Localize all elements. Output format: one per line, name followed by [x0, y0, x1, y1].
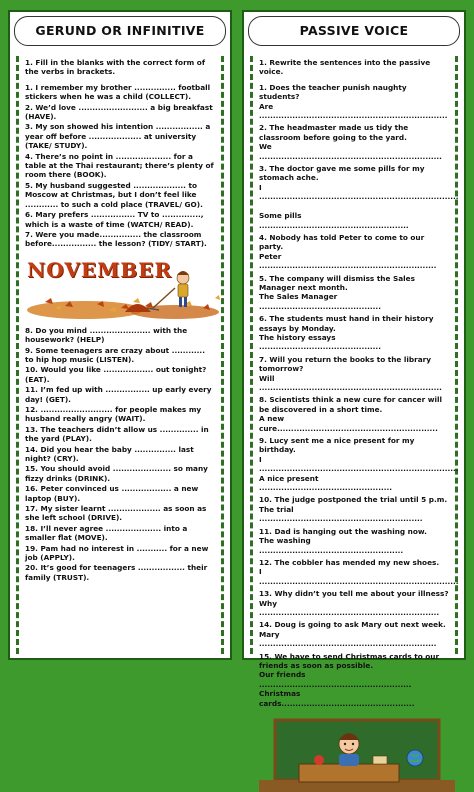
passive-question: 2. The headmaster made us tidy the classroom before going to the yard. — [259, 123, 409, 142]
right-instruction: 1. Rewrite the sentences into the passive voice. — [259, 58, 431, 77]
passive-question: 4. Nobody has told Peter to come to our party. — [259, 232, 425, 252]
left-items-part1 — [25, 83, 215, 249]
left-items-part2 — [25, 326, 215, 583]
gerund-infinitive-column — [8, 10, 232, 660]
passive-question: 5. The company will dismiss the Sales Manager next month. — [259, 273, 415, 292]
passive-question: 11. Dad is hanging out the washing now. — [259, 526, 427, 536]
november-title: NOVEMBER — [27, 257, 173, 282]
passive-question: 14. Doug is going to ask Mary out next week. — [259, 620, 446, 630]
answer-line[interactable]: I ........................................................................ A nice present ................................................ — [259, 454, 459, 493]
answer-line[interactable]: Peter ................................................................ — [259, 251, 437, 271]
exercise-item: 12. .......................... for people makes my husband really angry (WAIT). — [25, 404, 202, 424]
exercise-item: 9. Some teenagers are crazy about ............ to hip hop music (LISTEN). — [25, 345, 205, 364]
exercise-item: 2. We’d love ......................... a big breakfast (HAVE). — [25, 102, 213, 122]
classroom-illustration — [259, 714, 449, 792]
answer-line[interactable]: Are .................................................................... — [259, 101, 448, 121]
exercise-item: 6. Mary prefers ................ TV to .............., which is a waste of time (WATCH/ READ). — [25, 210, 204, 229]
answer-line[interactable]: I ........................................................................ Some pills ...................................................... — [259, 182, 459, 230]
passive-question: 6. The students must hand in their history essays by Monday. — [259, 314, 434, 333]
exercise-item: 19. Pam had no interest in ........... for a new job (APPLY). — [25, 543, 209, 563]
left-header: GERUND OR INFINITIVE — [14, 16, 226, 46]
answer-line[interactable]: A new cure.......................................................... — [259, 414, 438, 433]
passive-question: 1. Does the teacher punish naughty students? — [259, 82, 407, 102]
right-items — [259, 82, 459, 708]
answer-line[interactable]: Our friends ....................................................... Christmas cards................................................ — [259, 670, 415, 708]
teacher-at-desk-illustration — [259, 714, 455, 792]
passive-question: 3. The doctor gave me some pills for my stomach ache. — [259, 164, 425, 183]
answer-line[interactable]: The washing .................................................... — [259, 536, 404, 555]
left-body — [16, 56, 224, 654]
exercise-item: 1. I remember my brother ............... football stickers when he was a child (COLLECT). — [25, 82, 211, 102]
passive-question: 7. Will you return the books to the library tomorrow? — [259, 354, 432, 374]
passive-question: 10. The judge postponed the trial until 5 p.m. — [259, 495, 448, 505]
exercise-item: 17. My sister learnt ................... as soon as she left school (DRIVE). — [25, 504, 207, 523]
passive-question: 8. Scientists think a new cure for cancer will be discovered in a short time. — [259, 395, 443, 414]
answer-line[interactable]: The Sales Manager ............................................ — [259, 292, 381, 311]
answer-line[interactable]: We .................................................................. — [259, 142, 442, 161]
passive-voice-column — [242, 10, 466, 708]
answer-line[interactable]: The trial ........................................................... — [259, 504, 423, 524]
exercise-item: 4. There’s no point in .................... for a table at the Thai restaurant; there’s plenty of room there (BOOK). — [25, 151, 214, 180]
exercise-item: 18. I’ll never agree .................... into a smaller flat (MOVE). — [25, 523, 188, 543]
answer-line[interactable]: Mary ................................................................ — [259, 629, 437, 649]
exercise-item: 3. My son showed his intention ................. a year off before ................... at university (TAKE/ STUDY). — [25, 122, 211, 151]
passive-question: 12. The cobbler has mended my new shoes. — [259, 557, 440, 567]
left-instruction: 1. Fill in the blanks with the correct form of the verbs in brackets. — [25, 58, 205, 77]
exercise-item: 10. Would you like .................. out tonight? (EAT). — [25, 365, 207, 384]
exercise-item: 8. Do you mind ...................... with the housework? (HELP) — [25, 325, 188, 345]
exercise-item: 5. My husband suggested ................... to Moscow at Christmas, but I don’t feel like ............ to such a cold place (TRAVEL/ GO). — [25, 180, 203, 209]
answer-line[interactable]: The history essays ............................................ — [259, 332, 381, 352]
exercise-item: 13. The teachers didn’t allow us .............. in the yard (PLAY). — [25, 424, 209, 444]
passive-question: 13. Why didn’t you tell me about your illness? — [259, 589, 449, 599]
passive-question: 9. Lucy sent me a nice present for my birthday. — [259, 436, 415, 455]
exercise-item: 15. You should avoid ..................... so many fizzy drinks (DRINK). — [25, 464, 208, 483]
exercise-item: 7. Were you made............... the classroom before................ the lesson? (TIDY/ START). — [25, 229, 207, 249]
november-illustration — [25, 254, 215, 320]
right-body — [250, 56, 459, 708]
exercise-item: 14. Did you hear the baby ............... last night? (CRY). — [25, 444, 194, 463]
right-header: PASSIVE VOICE — [248, 16, 460, 46]
exercise-item: 16. Peter convinced us .................. a new laptop (BUY). — [25, 484, 199, 503]
exercise-item: 11. I’m fed up with ................ up early every day! (GET). — [25, 385, 212, 404]
answer-line[interactable]: I ........................................................................ — [259, 567, 459, 586]
answer-line[interactable]: Why ................................................................. — [259, 598, 440, 617]
passive-question: 15. We have to send Christmas cards to our friends as soon as possible. — [259, 651, 440, 670]
answer-line[interactable]: Will .................................................................. — [259, 373, 442, 392]
exercise-item: 20. It’s good for teenagers ................. their family (TRUST). — [25, 563, 208, 582]
